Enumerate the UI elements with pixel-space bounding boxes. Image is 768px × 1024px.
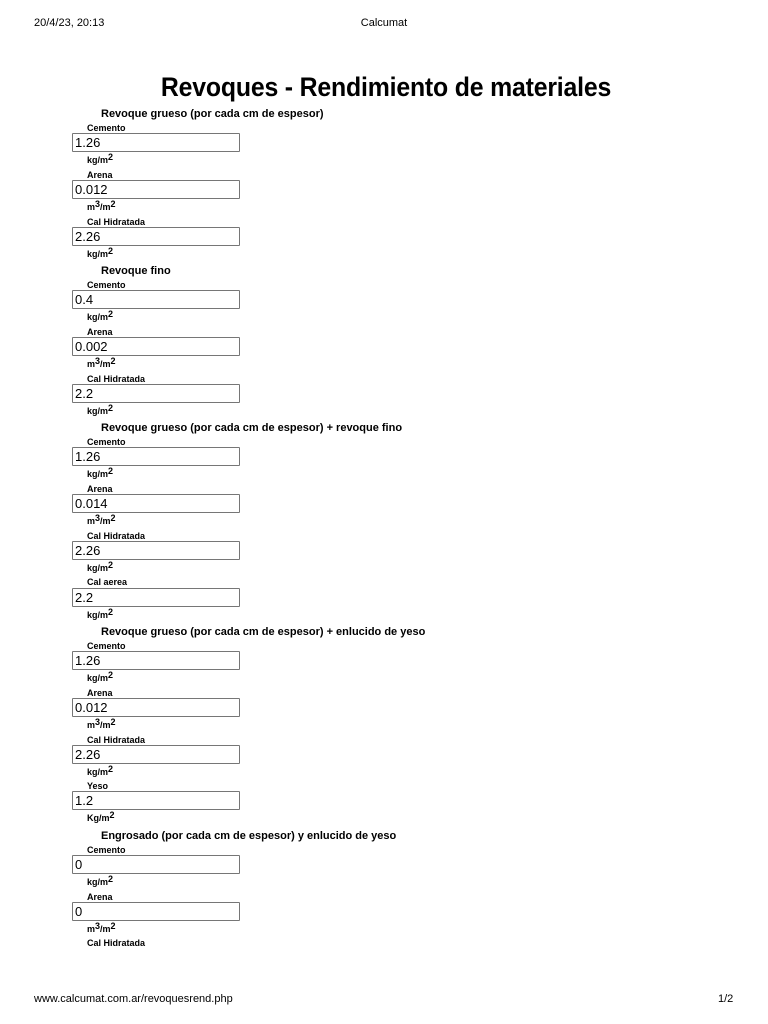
section-heading-grueso-mas-fino: Revoque grueso (por cada cm de espesor) + revoque fino (101, 422, 403, 434)
cemento-input[interactable] (72, 447, 240, 466)
section-heading-revoque-fino: Revoque fino (101, 265, 171, 277)
cal-hidratada-input[interactable] (72, 384, 240, 403)
cemento-input[interactable] (72, 651, 240, 670)
field-label-cemento: Cemento (87, 437, 126, 447)
unit-kg-m2: $kg/m^2$ (87, 246, 114, 259)
cal-hidratada-input[interactable] (72, 745, 240, 764)
arena-input[interactable] (72, 494, 240, 513)
unit-m3-m2: $m^3/m^2$ (87, 717, 116, 730)
field-label-arena: Arena (87, 688, 113, 698)
unit-kg-m2: $kg/m^2$ (87, 670, 114, 683)
unit-m3-m2: $m^3/m^2$ (87, 199, 116, 212)
field-label-cemento: Cemento (87, 845, 126, 855)
unit-kg-m2: $kg/m^2$ (87, 874, 114, 887)
cal-hidratada-input[interactable] (72, 541, 240, 560)
field-label-arena: Arena (87, 484, 113, 494)
print-footer-url: www.calcumat.com.ar/revoquesrend.php (34, 993, 233, 1005)
cemento-input[interactable] (72, 290, 240, 309)
arena-input[interactable] (72, 337, 240, 356)
section-heading-revoque-grueso: Revoque grueso (por cada cm de espesor) (101, 108, 324, 120)
field-label-arena: Arena (87, 892, 113, 902)
unit-kg-m2: $kg/m^2$ (87, 309, 114, 322)
unit-kg-m2: $kg/m^2$ (87, 403, 114, 416)
yeso-input[interactable] (72, 791, 240, 810)
unit-kg-m2: $kg/m^2$ (87, 466, 114, 479)
cemento-input[interactable] (72, 133, 240, 152)
field-label-arena: Arena (87, 327, 113, 337)
unit-m3-m2: $m^3/m^2$ (87, 513, 116, 526)
page-title: Revoques - Rendimiento de materiales (160, 72, 612, 102)
arena-input[interactable] (72, 180, 240, 199)
cal-hidratada-input[interactable] (72, 227, 240, 246)
unit-m3-m2: $m^3/m^2$ (87, 921, 116, 934)
field-label-cal-hidratada: Cal Hidratada (87, 531, 146, 541)
print-footer-page-number: 1/2 (718, 993, 734, 1005)
cal-aerea-input[interactable] (72, 588, 240, 607)
print-header-title: Calcumat (360, 17, 408, 29)
print-header-datetime: 20/4/23, 20:13 (34, 17, 105, 29)
unit-kg-m2: $kg/m^2$ (87, 152, 114, 165)
cemento-input[interactable] (72, 855, 240, 874)
field-label-arena: Arena (87, 170, 113, 180)
field-label-cal-hidratada: Cal Hidratada (87, 217, 146, 227)
unit-kg-m2: $kg/m^2$ (87, 560, 114, 573)
section-heading-grueso-mas-yeso: Revoque grueso (por cada cm de espesor) + enlucido de yeso (101, 626, 426, 638)
arena-input[interactable] (72, 698, 240, 717)
field-label-cal-aerea: Cal aerea (87, 577, 128, 587)
unit-kg-m2: $kg/m^2$ (87, 607, 114, 620)
field-label-cemento: Cemento (87, 280, 126, 290)
unit-m3-m2: $m^3/m^2$ (87, 356, 116, 369)
field-label-cemento: Cemento (87, 123, 126, 133)
field-label-cemento: Cemento (87, 641, 126, 651)
unit-kg-m2: $kg/m^2$ (87, 764, 114, 777)
unit-kg-m2: $Kg/m^2$ (87, 810, 115, 823)
field-label-cal-hidratada: Cal Hidratada (87, 374, 146, 384)
field-label-cal-hidratada: Cal Hidratada (87, 735, 146, 745)
arena-input[interactable] (72, 902, 240, 921)
field-label-cal-hidratada: Cal Hidratada (87, 938, 146, 948)
section-heading-engrosado-yeso: Engrosado (por cada cm de espesor) y enlucido de yeso (101, 830, 397, 842)
field-label-yeso: Yeso (87, 781, 109, 791)
